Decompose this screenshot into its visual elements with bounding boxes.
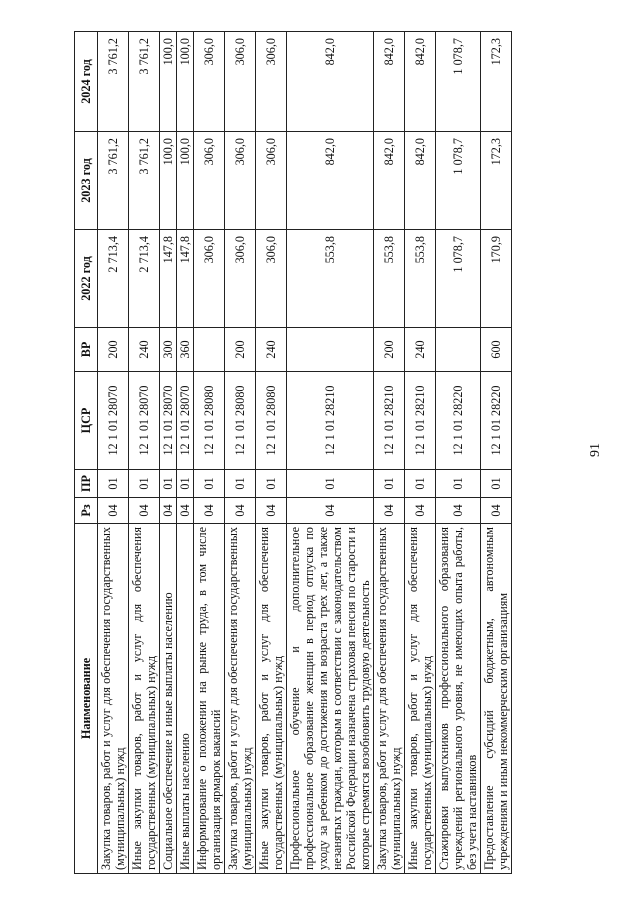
row-csr: 12 1 01 28070 (177, 372, 194, 470)
row-2022: 2 713,4 (129, 230, 160, 328)
header-rz: Рз (75, 498, 98, 524)
row-pr: 01 (98, 470, 129, 498)
row-2023: 306,0 (225, 132, 256, 230)
row-name: Стажировки выпускников профессионального образования учреждений регионального уровня, не имеющих опыта работы, без учета наставников (436, 524, 481, 874)
row-2023: 3 761,2 (129, 132, 160, 230)
row-pr: 01 (405, 470, 436, 498)
header-2024: 2024 год (75, 32, 98, 132)
page-number: 91 (588, 443, 603, 457)
row-name: Закупка товаров, работ и услуг для обеспечения государственных (муниципальных) нужд (374, 524, 405, 874)
row-2024: 3 761,2 (129, 32, 160, 132)
row-csr: 12 1 01 28070 (98, 372, 129, 470)
row-pr: 01 (194, 470, 225, 498)
row-2022: 147,8 (160, 230, 177, 328)
table-row (225, 32, 256, 874)
row-rz: 04 (177, 498, 194, 524)
table-row (436, 32, 481, 874)
row-2024: 306,0 (256, 32, 287, 132)
row-rz: 04 (225, 498, 256, 524)
row-rz: 04 (436, 498, 481, 524)
rotated-page-content (74, 32, 566, 874)
row-name: Предоставление субсидий бюджетным, автономным учреждениям и иным некоммерческим организациям (481, 524, 512, 874)
row-csr: 12 1 01 28210 (287, 372, 374, 470)
row-pr: 01 (256, 470, 287, 498)
row-2024: 3 761,2 (98, 32, 129, 132)
row-csr: 12 1 01 28210 (374, 372, 405, 470)
row-2022: 553,8 (405, 230, 436, 328)
row-2023: 842,0 (374, 132, 405, 230)
row-name: Закупка товаров, работ и услуг для обеспечения государственных (муниципальных) нужд (98, 524, 129, 874)
row-pr: 01 (225, 470, 256, 498)
row-2022: 306,0 (225, 230, 256, 328)
row-vr: 240 (129, 328, 160, 372)
row-2024: 306,0 (194, 32, 225, 132)
row-2022: 147,8 (177, 230, 194, 328)
row-vr: 240 (405, 328, 436, 372)
row-name: Информирование о положении на рынке труда, в том числе организация ярмарок вакансий (194, 524, 225, 874)
row-2024: 306,0 (225, 32, 256, 132)
row-2022: 553,8 (374, 230, 405, 328)
row-vr: 200 (98, 328, 129, 372)
row-rz: 04 (374, 498, 405, 524)
row-rz: 04 (160, 498, 177, 524)
header-csr: ЦСР (75, 372, 98, 470)
row-name: Профессиональное обучение и дополнительное профессиональное образование женщин в период отпуска по уходу за ребенком до достижения им возраста трех лет, а также незанятых граждан, которым в соответствии с законодательством Российской Федерации назначена страховая пенсия по старости и которые стремятся возобновить трудовую деятельность (287, 524, 374, 874)
header-pr: ПР (75, 470, 98, 498)
header-2023: 2023 год (75, 132, 98, 230)
row-2023: 100,0 (177, 132, 194, 230)
row-pr: 01 (129, 470, 160, 498)
row-2024: 842,0 (287, 32, 374, 132)
row-name: Иные закупки товаров, работ и услуг для обеспечения государственных (муниципальных) нужд (129, 524, 160, 874)
row-csr: 12 1 01 28070 (160, 372, 177, 470)
row-2022: 306,0 (256, 230, 287, 328)
row-vr: 240 (256, 328, 287, 372)
row-name: Закупка товаров, работ и услуг для обеспечения государственных (муниципальных) нужд (225, 524, 256, 874)
row-rz: 04 (405, 498, 436, 524)
row-csr: 12 1 01 28210 (405, 372, 436, 470)
row-vr: 360 (177, 328, 194, 372)
row-vr: 200 (374, 328, 405, 372)
row-rz: 04 (287, 498, 374, 524)
row-vr (436, 328, 481, 372)
row-2023: 172,3 (481, 132, 512, 230)
table-row (160, 32, 177, 874)
row-2024: 842,0 (374, 32, 405, 132)
row-2023: 1 078,7 (436, 132, 481, 230)
row-2022: 553,8 (287, 230, 374, 328)
table-row (129, 32, 160, 874)
table-header-row (75, 32, 98, 874)
row-vr: 200 (225, 328, 256, 372)
row-pr: 01 (287, 470, 374, 498)
table-row (256, 32, 287, 874)
row-name: Иные выплаты населению (177, 524, 194, 874)
row-csr: 12 1 01 28220 (481, 372, 512, 470)
row-2024: 842,0 (405, 32, 436, 132)
row-name: Социальное обеспечение и иные выплаты населению (160, 524, 177, 874)
row-vr (287, 328, 374, 372)
header-2022: 2022 год (75, 230, 98, 328)
row-2024: 172,3 (481, 32, 512, 132)
row-pr: 01 (177, 470, 194, 498)
row-vr: 300 (160, 328, 177, 372)
row-rz: 04 (194, 498, 225, 524)
row-pr: 01 (436, 470, 481, 498)
row-pr: 01 (481, 470, 512, 498)
row-pr: 01 (374, 470, 405, 498)
row-name: Иные закупки товаров, работ и услуг для обеспечения государственных (муниципальных) нужд (256, 524, 287, 874)
row-2024: 100,0 (177, 32, 194, 132)
row-2022: 2 713,4 (98, 230, 129, 328)
row-2023: 100,0 (160, 132, 177, 230)
row-csr: 12 1 01 28080 (256, 372, 287, 470)
row-2022: 306,0 (194, 230, 225, 328)
row-rz: 04 (481, 498, 512, 524)
row-csr: 12 1 01 28070 (129, 372, 160, 470)
table-row (481, 32, 512, 874)
row-rz: 04 (98, 498, 129, 524)
row-csr: 12 1 01 28080 (194, 372, 225, 470)
row-csr: 12 1 01 28220 (436, 372, 481, 470)
header-vr: ВР (75, 328, 98, 372)
row-name: Иные закупки товаров, работ и услуг для обеспечения государственных (муниципальных) нужд (405, 524, 436, 874)
row-vr (194, 328, 225, 372)
row-2022: 1 078,7 (436, 230, 481, 328)
table-row (374, 32, 405, 874)
table-row (98, 32, 129, 874)
row-2023: 3 761,2 (98, 132, 129, 230)
row-2023: 842,0 (287, 132, 374, 230)
table-row (287, 32, 374, 874)
row-rz: 04 (129, 498, 160, 524)
table-row (194, 32, 225, 874)
row-2023: 842,0 (405, 132, 436, 230)
header-name: Наименование (75, 524, 98, 874)
row-2024: 100,0 (160, 32, 177, 132)
budget-table (74, 31, 512, 874)
row-csr: 12 1 01 28080 (225, 372, 256, 470)
row-vr: 600 (481, 328, 512, 372)
table-row (177, 32, 194, 874)
row-2023: 306,0 (194, 132, 225, 230)
row-rz: 04 (256, 498, 287, 524)
row-pr: 01 (160, 470, 177, 498)
row-2022: 170,9 (481, 230, 512, 328)
table-row (405, 32, 436, 874)
row-2023: 306,0 (256, 132, 287, 230)
row-2024: 1 078,7 (436, 32, 481, 132)
